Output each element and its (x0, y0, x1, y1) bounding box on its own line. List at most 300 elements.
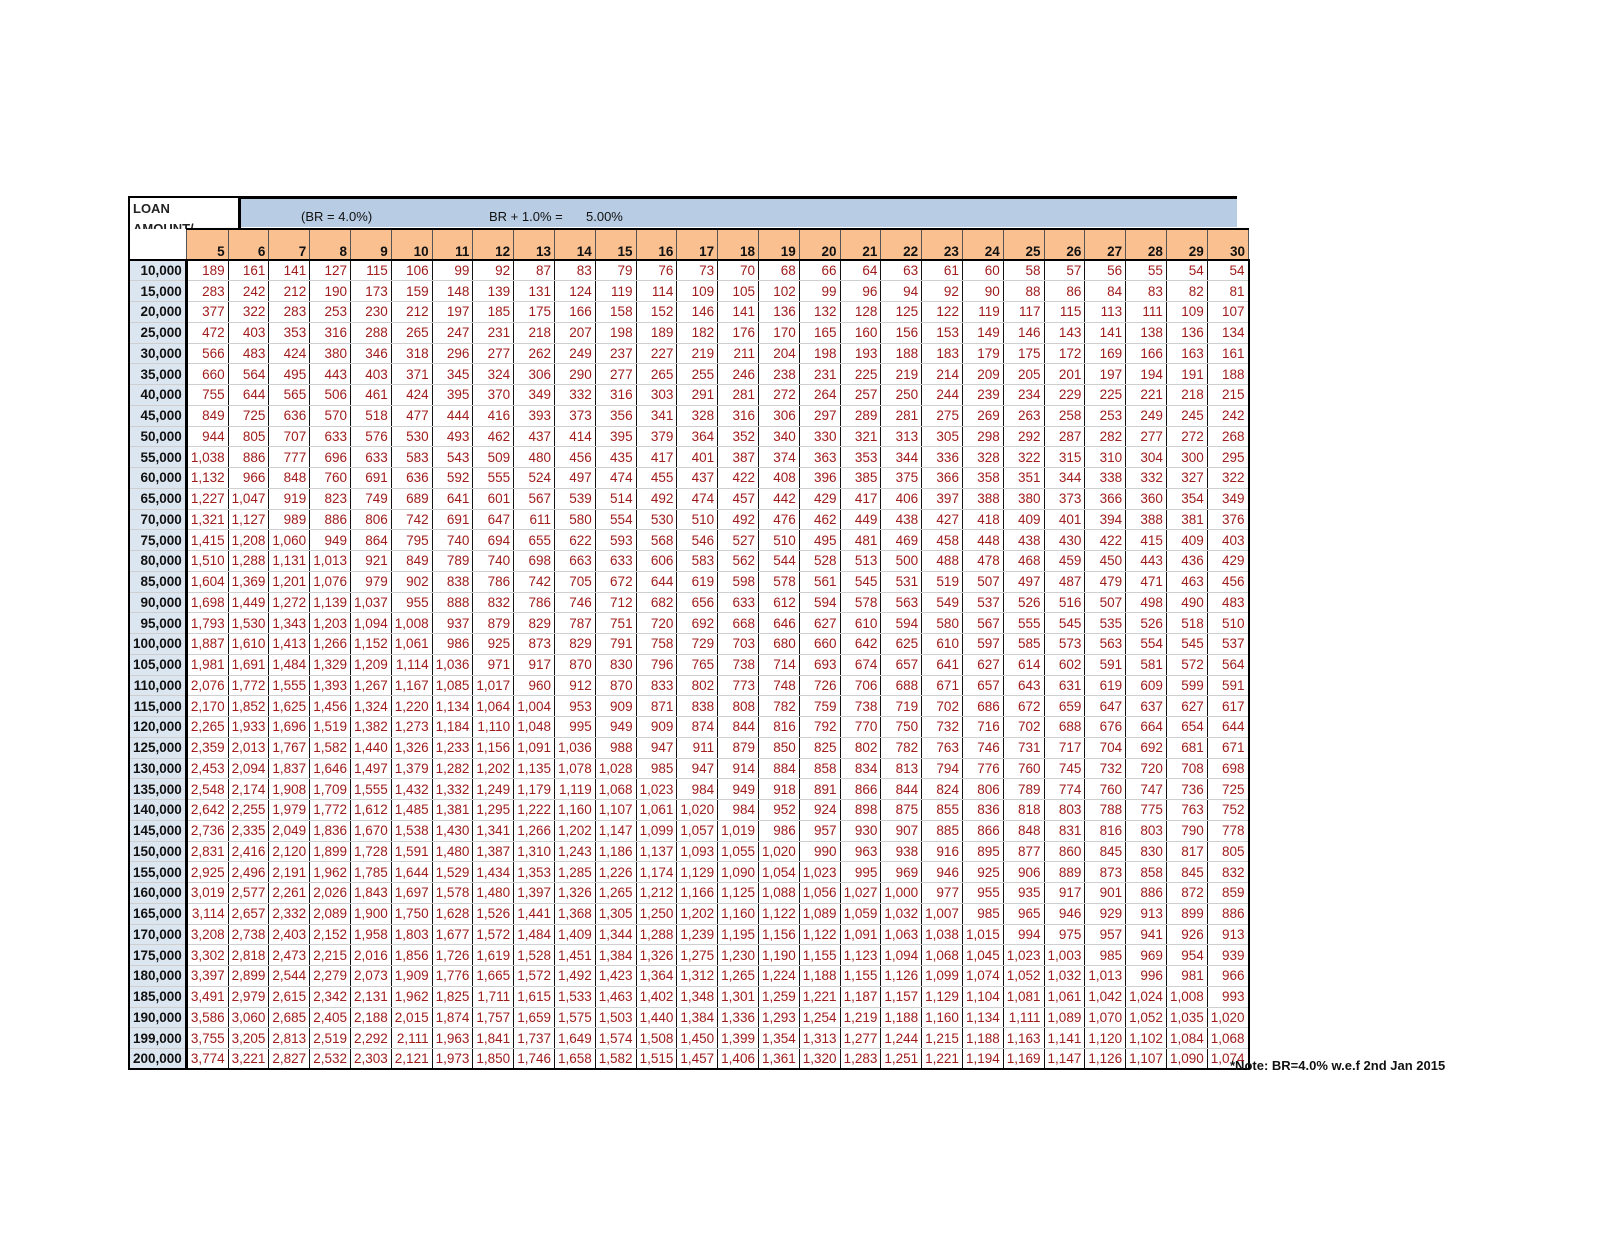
installment-cell: 838 (432, 571, 473, 592)
installment-cell: 262 (514, 343, 555, 364)
installment-cell: 2,013 (228, 737, 269, 758)
loan-amount-cell: 100,000 (129, 634, 186, 655)
installment-cell: 823 (310, 488, 351, 509)
installment-cell: 1,277 (840, 1028, 881, 1049)
installment-cell: 219 (677, 343, 718, 364)
installment-cell: 1,432 (391, 779, 432, 800)
installment-cell: 925 (473, 634, 514, 655)
installment-cell: 1,492 (554, 966, 595, 987)
installment-cell: 802 (677, 675, 718, 696)
installment-cell: 370 (473, 385, 514, 406)
installment-cell: 268 (1207, 426, 1248, 447)
installment-cell: 937 (432, 613, 473, 634)
installment-cell: 1,156 (473, 737, 514, 758)
installment-cell: 395 (432, 385, 473, 406)
installment-cell: 1,251 (881, 1049, 922, 1070)
tenor-header-cell: 12 (473, 229, 514, 260)
installment-cell: 960 (514, 675, 555, 696)
installment-cell: 1,326 (554, 883, 595, 904)
installment-cell: 1,212 (636, 883, 677, 904)
installment-cell: 957 (799, 820, 840, 841)
installment-cell: 830 (595, 654, 636, 675)
installment-cell: 803 (1044, 800, 1085, 821)
installment-cell: 469 (881, 530, 922, 551)
installment-cell: 763 (1166, 800, 1207, 821)
installment-cell: 886 (310, 509, 351, 530)
installment-cell: 1,226 (595, 862, 636, 883)
loan-amount-cell: 115,000 (129, 696, 186, 717)
installment-cell: 1,068 (922, 945, 963, 966)
installment-cell: 488 (922, 551, 963, 572)
installment-cell: 456 (554, 447, 595, 468)
installment-cell: 457 (718, 488, 759, 509)
loan-amount-cell: 60,000 (129, 468, 186, 489)
installment-cell: 1,344 (595, 924, 636, 945)
installment-cell: 636 (391, 468, 432, 489)
installment-cell: 2,899 (228, 966, 269, 987)
installment-cell: 949 (310, 530, 351, 551)
installment-cell: 806 (962, 779, 1003, 800)
installment-cell: 1,215 (922, 1028, 963, 1049)
installment-cell: 247 (432, 322, 473, 343)
installment-cell: 641 (922, 654, 963, 675)
installment-cell: 1,528 (514, 945, 555, 966)
installment-cell: 544 (758, 551, 799, 572)
installment-cell: 290 (554, 364, 595, 385)
installment-cell: 313 (881, 426, 922, 447)
installment-cell: 237 (595, 343, 636, 364)
installment-cell: 234 (1003, 385, 1044, 406)
installment-cell: 1,019 (718, 820, 759, 841)
installment-cell: 543 (432, 447, 473, 468)
installment-cell: 1,698 (186, 592, 228, 613)
installment-cell: 537 (1207, 634, 1248, 655)
installment-cell: 1,456 (310, 696, 351, 717)
installment-cell: 930 (840, 820, 881, 841)
installment-cell: 1,591 (391, 841, 432, 862)
installment-cell: 258 (1044, 405, 1085, 426)
tenor-header-cell: 13 (514, 229, 555, 260)
installment-cell: 182 (677, 322, 718, 343)
installment-cell: 806 (351, 509, 392, 530)
installment-cell: 341 (636, 405, 677, 426)
installment-cell: 642 (840, 634, 881, 655)
installment-cell: 321 (840, 426, 881, 447)
installment-cell: 884 (758, 758, 799, 779)
installment-cell: 622 (554, 530, 595, 551)
installment-cell: 209 (962, 364, 1003, 385)
installment-cell: 808 (718, 696, 759, 717)
installment-cell: 86 (1044, 281, 1085, 302)
installment-cell: 1,008 (1166, 986, 1207, 1007)
installment-cell: 614 (1003, 654, 1044, 675)
installment-cell: 911 (677, 737, 718, 758)
installment-cell: 166 (554, 302, 595, 323)
installment-cell: 1,160 (554, 800, 595, 821)
installment-cell: 949 (595, 717, 636, 738)
installment-cell: 1,186 (595, 841, 636, 862)
installment-cell: 654 (1166, 717, 1207, 738)
installment-cell: 966 (1207, 966, 1248, 987)
installment-cell: 796 (636, 654, 677, 675)
installment-cell: 788 (1085, 800, 1126, 821)
installment-cell: 296 (432, 343, 473, 364)
tenor-header-cell: 18 (718, 229, 759, 260)
installment-cell: 373 (554, 405, 595, 426)
installment-cell: 231 (473, 322, 514, 343)
installment-cell: 1,015 (962, 924, 1003, 945)
installment-cell: 1,572 (473, 924, 514, 945)
installment-cell: 481 (840, 530, 881, 551)
installment-cell: 3,221 (228, 1049, 269, 1070)
installment-cell: 141 (1085, 322, 1126, 343)
installment-cell: 1,604 (186, 571, 228, 592)
installment-cell: 994 (1003, 924, 1044, 945)
installment-cell: 229 (1044, 385, 1085, 406)
installment-cell: 795 (391, 530, 432, 551)
installment-cell: 1,209 (351, 654, 392, 675)
table-row (129, 820, 1249, 841)
installment-cell: 947 (636, 737, 677, 758)
installment-cell: 813 (881, 758, 922, 779)
installment-cell: 1,003 (1044, 945, 1085, 966)
installment-cell: 66 (799, 260, 840, 281)
installment-cell: 899 (1166, 903, 1207, 924)
installment-cell: 250 (881, 385, 922, 406)
table-row (129, 385, 1249, 406)
installment-cell: 1,852 (228, 696, 269, 717)
installment-cell: 691 (432, 509, 473, 530)
installment-cell: 778 (1207, 820, 1248, 841)
installment-cell: 749 (351, 488, 392, 509)
installment-cell: 387 (718, 447, 759, 468)
installment-cell: 287 (1044, 426, 1085, 447)
installment-cell: 1,064 (473, 696, 514, 717)
installment-cell: 2,131 (351, 986, 392, 1007)
installment-cell: 578 (758, 571, 799, 592)
installment-cell: 984 (718, 800, 759, 821)
installment-cell: 1,697 (391, 883, 432, 904)
loan-amount-cell: 10,000 (129, 260, 186, 281)
installment-cell: 1,129 (922, 986, 963, 1007)
installment-cell: 468 (1003, 551, 1044, 572)
installment-cell: 328 (962, 447, 1003, 468)
installment-cell: 838 (677, 696, 718, 717)
installment-cell: 668 (718, 613, 759, 634)
installment-cell: 963 (840, 841, 881, 862)
installment-cell: 902 (391, 571, 432, 592)
installment-cell: 1,221 (922, 1049, 963, 1070)
installment-cell: 448 (962, 530, 1003, 551)
installment-cell: 1,288 (228, 551, 269, 572)
installment-cell: 2,094 (228, 758, 269, 779)
installment-cell: 914 (718, 758, 759, 779)
installment-cell: 132 (799, 302, 840, 323)
installment-cell: 955 (962, 883, 1003, 904)
installment-cell: 1,091 (840, 924, 881, 945)
installment-cell: 681 (1166, 737, 1207, 758)
installment-cell: 1,266 (310, 634, 351, 655)
installment-cell: 272 (758, 385, 799, 406)
installment-cell: 345 (432, 364, 473, 385)
installment-cell: 530 (391, 426, 432, 447)
installment-cell: 2,076 (186, 675, 228, 696)
installment-cell: 787 (554, 613, 595, 634)
installment-cell: 572 (1166, 654, 1207, 675)
installment-cell: 1,933 (228, 717, 269, 738)
installment-cell: 1,480 (473, 883, 514, 904)
installment-cell: 54 (1166, 260, 1207, 281)
installment-cell: 745 (1044, 758, 1085, 779)
installment-cell: 338 (1085, 468, 1126, 489)
installment-cell: 360 (1126, 488, 1167, 509)
installment-cell: 1,900 (351, 903, 392, 924)
installment-cell: 393 (514, 405, 555, 426)
installment-cell: 219 (881, 364, 922, 385)
installment-cell: 760 (1085, 779, 1126, 800)
installment-cell: 2,152 (310, 924, 351, 945)
installment-cell: 877 (1003, 841, 1044, 862)
installment-cell: 627 (962, 654, 1003, 675)
installment-cell: 1,129 (677, 862, 718, 883)
installment-cell: 845 (1085, 841, 1126, 862)
installment-cell: 3,114 (186, 903, 228, 924)
installment-cell: 706 (840, 675, 881, 696)
installment-cell: 1,208 (228, 530, 269, 551)
installment-cell: 912 (554, 675, 595, 696)
installment-cell: 2,015 (391, 1007, 432, 1028)
installment-cell: 1,670 (351, 820, 392, 841)
tenor-header-cell: 19 (758, 229, 799, 260)
installment-cell: 106 (391, 260, 432, 281)
installment-cell: 3,397 (186, 966, 228, 987)
installment-cell: 1,381 (432, 800, 473, 821)
installment-cell: 289 (840, 405, 881, 426)
installment-cell: 264 (799, 385, 840, 406)
installment-cell: 2,685 (269, 1007, 310, 1028)
installment-cell: 283 (186, 281, 228, 302)
installment-cell: 1,174 (636, 862, 677, 883)
table-row (129, 862, 1249, 883)
installment-cell: 212 (391, 302, 432, 323)
installment-cell: 1,578 (432, 883, 473, 904)
installment-cell: 305 (922, 426, 963, 447)
installment-cell: 773 (718, 675, 759, 696)
installment-cell: 1,122 (758, 903, 799, 924)
installment-cell: 113 (1085, 302, 1126, 323)
installment-cell: 353 (269, 322, 310, 343)
installment-cell: 249 (1126, 405, 1167, 426)
installment-cell: 1,119 (554, 779, 595, 800)
installment-cell: 152 (636, 302, 677, 323)
loan-amount-cell: 95,000 (129, 613, 186, 634)
installment-cell: 1,076 (310, 571, 351, 592)
loan-label-line1: LOAN (133, 201, 170, 216)
loan-amount-cell: 20,000 (129, 302, 186, 323)
installment-cell: 885 (922, 820, 963, 841)
installment-cell: 1,728 (351, 841, 392, 862)
installment-cell: 1,393 (310, 675, 351, 696)
installment-cell: 946 (922, 862, 963, 883)
installment-cell: 510 (1207, 613, 1248, 634)
installment-cell: 1,202 (473, 758, 514, 779)
installment-cell: 179 (962, 343, 1003, 364)
installment-cell: 109 (1166, 302, 1207, 323)
installment-cell: 107 (1207, 302, 1248, 323)
installment-cell: 1,259 (758, 986, 799, 1007)
installment-cell: 1,510 (186, 551, 228, 572)
installment-cell: 436 (1166, 551, 1207, 572)
installment-cell: 1,440 (351, 737, 392, 758)
installment-cell: 765 (677, 654, 718, 675)
installment-cell: 1,157 (881, 986, 922, 1007)
installment-cell: 1,837 (269, 758, 310, 779)
table-row (129, 405, 1249, 426)
installment-cell: 633 (595, 551, 636, 572)
installment-cell: 1,836 (310, 820, 351, 841)
installment-cell: 376 (1207, 509, 1248, 530)
installment-cell: 1,122 (799, 924, 840, 945)
installment-cell: 909 (636, 717, 677, 738)
installment-cell: 2,496 (228, 862, 269, 883)
installment-cell: 332 (554, 385, 595, 406)
installment-cell: 829 (514, 613, 555, 634)
installment-cell: 99 (432, 260, 473, 281)
installment-cell: 672 (595, 571, 636, 592)
installment-cell: 692 (1126, 737, 1167, 758)
installment-cell: 2,089 (310, 903, 351, 924)
installment-cell: 1,084 (1166, 1028, 1207, 1049)
base-rate-text: (BR = 4.0%) (301, 209, 373, 224)
installment-cell: 1,326 (636, 945, 677, 966)
installment-cell: 149 (962, 322, 1003, 343)
loan-amount-cell: 15,000 (129, 281, 186, 302)
installment-cell: 971 (473, 654, 514, 675)
installment-cell: 207 (554, 322, 595, 343)
installment-cell: 269 (962, 405, 1003, 426)
installment-cell: 148 (432, 281, 473, 302)
installment-cell: 1,480 (432, 841, 473, 862)
installment-cell: 1,336 (718, 1007, 759, 1028)
installment-cell: 170 (758, 322, 799, 343)
installment-cell: 1,908 (269, 779, 310, 800)
installment-cell: 760 (310, 468, 351, 489)
installment-cell: 459 (1044, 551, 1085, 572)
installment-cell: 1,415 (186, 530, 228, 551)
installment-cell: 696 (310, 447, 351, 468)
installment-cell: 316 (310, 322, 351, 343)
loan-amount-cell: 125,000 (129, 737, 186, 758)
installment-cell: 463 (1166, 571, 1207, 592)
installment-cell: 1,644 (391, 862, 432, 883)
installment-cell: 1,354 (758, 1028, 799, 1049)
installment-cell: 563 (1085, 634, 1126, 655)
installment-cell: 1,369 (228, 571, 269, 592)
installment-cell: 647 (1085, 696, 1126, 717)
installment-cell: 1,134 (432, 696, 473, 717)
installment-cell: 159 (391, 281, 432, 302)
installment-cell: 474 (677, 488, 718, 509)
installment-cell: 580 (922, 613, 963, 634)
tenor-header-cell: 17 (677, 229, 718, 260)
installment-cell: 403 (351, 364, 392, 385)
installment-cell: 122 (922, 302, 963, 323)
installment-cell: 802 (840, 737, 881, 758)
installment-cell: 172 (1044, 343, 1085, 364)
installment-cell: 1,288 (636, 924, 677, 945)
installment-cell: 380 (310, 343, 351, 364)
installment-cell: 1,265 (595, 883, 636, 904)
installment-cell: 175 (1003, 343, 1044, 364)
installment-cell: 1,088 (758, 883, 799, 904)
installment-cell: 163 (1166, 343, 1207, 364)
installment-cell: 817 (1166, 841, 1207, 862)
installment-cell: 2,255 (228, 800, 269, 821)
loan-amount-cell: 165,000 (129, 903, 186, 924)
installment-cell: 422 (1085, 530, 1126, 551)
installment-cell: 281 (718, 385, 759, 406)
installment-cell: 916 (922, 841, 963, 862)
installment-cell: 1,244 (881, 1028, 922, 1049)
table-row (129, 530, 1249, 551)
installment-cell: 349 (514, 385, 555, 406)
installment-cell: 136 (1166, 322, 1207, 343)
installment-cell: 87 (514, 260, 555, 281)
installment-cell: 738 (718, 654, 759, 675)
loan-amount-cell: 65,000 (129, 488, 186, 509)
installment-cell: 740 (473, 551, 514, 572)
installment-cell: 346 (351, 343, 392, 364)
installment-cell: 599 (1166, 675, 1207, 696)
installment-cell: 1,120 (1085, 1028, 1126, 1049)
installment-cell: 1,036 (554, 737, 595, 758)
installment-cell: 430 (1044, 530, 1085, 551)
installment-cell: 253 (310, 302, 351, 323)
table-row (129, 986, 1249, 1007)
installment-cell: 647 (473, 509, 514, 530)
installment-cell: 497 (554, 468, 595, 489)
tenor-header-cell: 15 (595, 229, 636, 260)
installment-cell: 1,017 (473, 675, 514, 696)
installment-cell: 1,078 (554, 758, 595, 779)
installment-cell: 1,313 (799, 1028, 840, 1049)
installment-cell: 2,657 (228, 903, 269, 924)
installment-cell: 789 (1003, 779, 1044, 800)
installment-cell: 1,243 (554, 841, 595, 862)
installment-cell: 443 (1126, 551, 1167, 572)
installment-cell: 198 (799, 343, 840, 364)
installment-cell: 109 (677, 281, 718, 302)
installment-cell: 1,137 (636, 841, 677, 862)
installment-cell: 1,899 (310, 841, 351, 862)
installment-cell: 1,038 (922, 924, 963, 945)
installment-cell: 1,746 (514, 1049, 555, 1070)
installment-cell: 545 (840, 571, 881, 592)
installment-cell: 524 (514, 468, 555, 489)
installment-cell: 1,423 (595, 966, 636, 987)
loan-amount-cell: 120,000 (129, 717, 186, 738)
installment-cell: 825 (799, 737, 840, 758)
installment-cell: 955 (391, 592, 432, 613)
tenor-header-cell: 7 (269, 229, 310, 260)
installment-cell: 183 (922, 343, 963, 364)
installment-cell: 185 (473, 302, 514, 323)
installment-cell: 193 (840, 343, 881, 364)
installment-cell: 1,024 (1126, 986, 1167, 1007)
installment-cell: 1,841 (473, 1028, 514, 1049)
installment-cell: 1,089 (799, 903, 840, 924)
installment-cell: 327 (1166, 468, 1207, 489)
